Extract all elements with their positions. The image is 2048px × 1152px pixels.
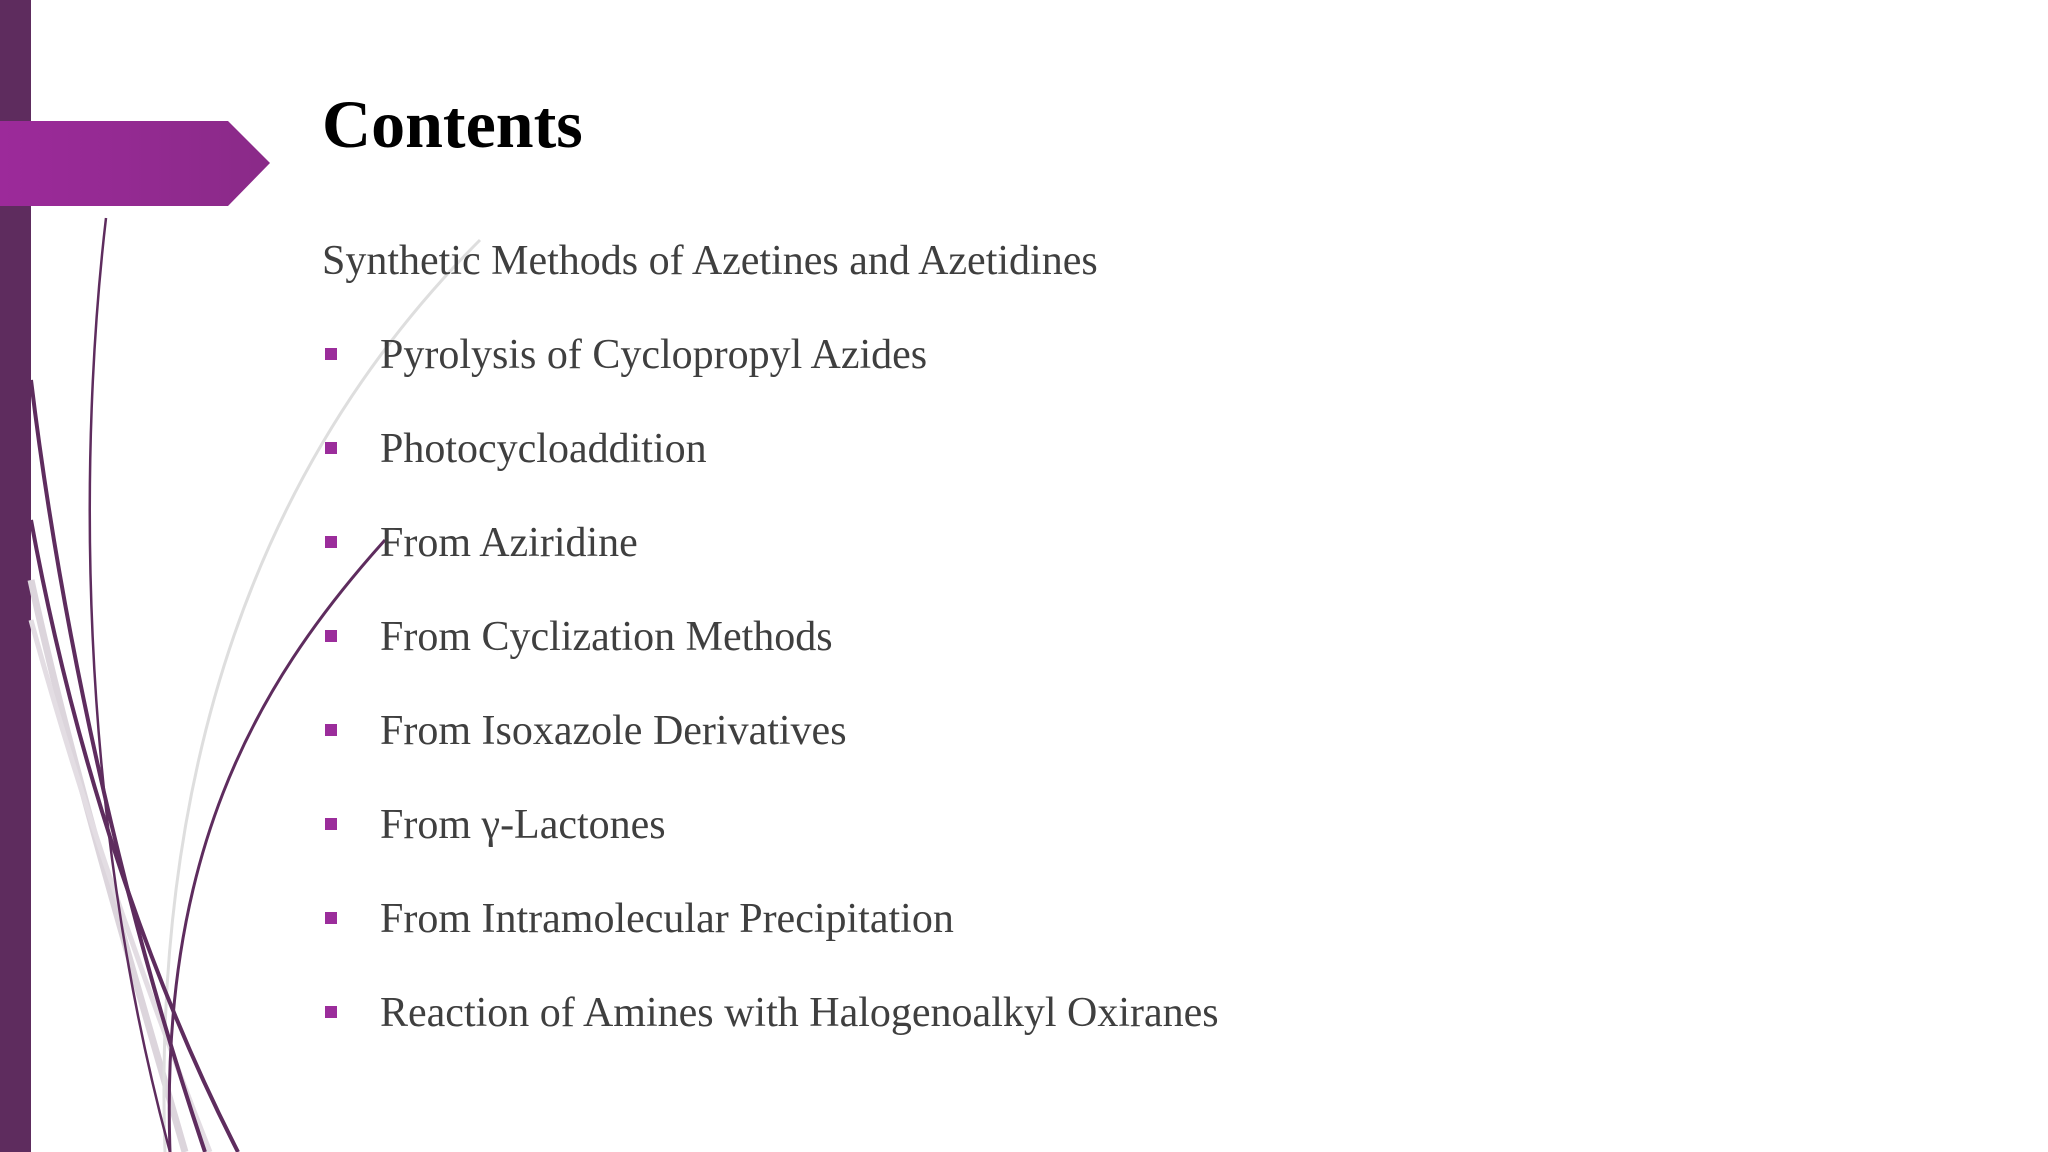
list-item-text: From Intramolecular Precipitation (380, 896, 954, 942)
list-item-text: Reaction of Amines with Halogenoalkyl Oxiranes (380, 990, 1219, 1036)
square-bullet-icon (325, 724, 337, 736)
square-bullet-icon (325, 536, 337, 548)
square-bullet-icon (325, 1006, 337, 1018)
square-bullet-icon (325, 818, 337, 830)
list-item-text: From Isoxazole Derivatives (380, 708, 847, 754)
list-item-text: Pyrolysis of Cyclopropyl Azides (380, 332, 928, 378)
list-item-text: Photocycloaddition (380, 426, 707, 472)
list-item-text: From γ-Lactones (380, 802, 666, 848)
page-title: Contents (322, 86, 583, 162)
square-bullet-icon (325, 442, 337, 454)
square-bullet-icon (325, 912, 337, 924)
list-item-text: From Aziridine (380, 520, 638, 566)
square-bullet-icon (325, 348, 337, 360)
list-item-text: From Cyclization Methods (380, 614, 833, 660)
slide-subtitle: Synthetic Methods of Azetines and Azetidines (322, 238, 1098, 284)
square-bullet-icon (325, 630, 337, 642)
title-arrow-tab (0, 121, 270, 206)
